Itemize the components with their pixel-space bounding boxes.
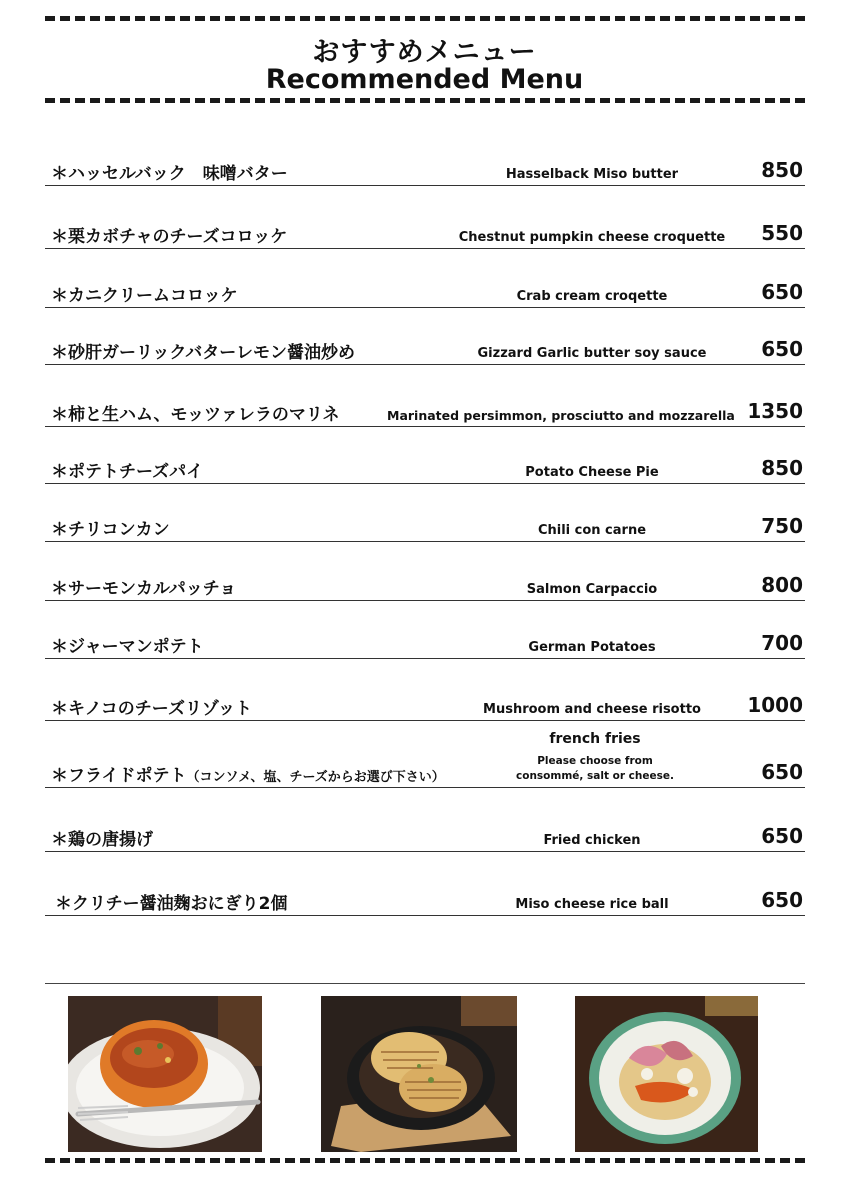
row-underline bbox=[45, 720, 805, 721]
top-dashed-rule-1 bbox=[45, 16, 805, 21]
item-name-jp-note: （コンソメ、塩、チーズからお選び下さい） bbox=[186, 770, 445, 785]
item-name-en: Chili con carne bbox=[537, 523, 647, 538]
item-name-en-french-fries: french fries bbox=[549, 731, 641, 747]
note-line-1: Please choose from bbox=[537, 755, 653, 767]
item-price: 650 bbox=[761, 280, 803, 304]
row-underline bbox=[45, 248, 805, 249]
menu-item-fried-chicken bbox=[45, 812, 805, 852]
row-underline bbox=[45, 185, 805, 186]
top-dashed-rule-2 bbox=[45, 98, 805, 103]
item-name-jp: ＊ハッセルバック 味噌バター bbox=[51, 164, 288, 184]
menu-item-potato-cheese-pie bbox=[45, 444, 805, 484]
menu-item-hasselback bbox=[45, 146, 805, 186]
row-underline bbox=[45, 426, 805, 427]
menu-item-german-potatoes bbox=[45, 619, 805, 659]
item-name-jp: ＊クリチー醤油麹おにぎり2個 bbox=[55, 894, 288, 914]
item-name-jp-main: ＊フライドポテト bbox=[51, 766, 187, 786]
item-price: 850 bbox=[761, 456, 803, 480]
item-name-jp: ＊サーモンカルパッチョ bbox=[51, 579, 237, 599]
item-name-jp: ＊栗カボチャのチーズコロッケ bbox=[51, 227, 288, 247]
bottom-dashed-rule bbox=[45, 1158, 805, 1163]
item-name-jp: ＊柿と生ハム、モッツァレラのマリネ bbox=[51, 405, 340, 425]
item-price: 850 bbox=[761, 158, 803, 182]
note-line-2: consommé, salt or cheese. bbox=[516, 770, 674, 782]
item-name-en: Miso cheese rice ball bbox=[515, 897, 669, 912]
item-name-jp: ＊鶏の唐揚げ bbox=[51, 830, 153, 850]
item-price: 650 bbox=[761, 888, 803, 912]
item-price: 700 bbox=[761, 631, 803, 655]
item-name-jp: ＊キノコのチーズリゾット bbox=[51, 699, 252, 719]
photo-pumpkin-dish bbox=[68, 996, 262, 1152]
item-name-jp: ＊砂肝ガーリックバターレモン醤油炒め bbox=[51, 343, 355, 363]
item-price: 800 bbox=[761, 573, 803, 597]
row-underline bbox=[45, 787, 805, 788]
item-name-en: Potato Cheese Pie bbox=[525, 465, 659, 480]
menu-item-rice-ball bbox=[45, 876, 805, 916]
item-name-jp bbox=[51, 761, 445, 786]
item-price: 750 bbox=[761, 514, 803, 538]
item-name-jp: ＊チリコンカン bbox=[51, 520, 170, 540]
item-name-en: Gizzard Garlic butter soy sauce bbox=[477, 346, 707, 361]
item-name-jp: ＊カニクリームコロッケ bbox=[51, 286, 238, 306]
menu-item-french-fries bbox=[45, 748, 805, 788]
item-name-en: Hasselback Miso butter bbox=[505, 167, 679, 182]
menu-item-mushroom-risotto bbox=[45, 681, 805, 721]
row-underline bbox=[45, 483, 805, 484]
item-price: 1350 bbox=[747, 399, 803, 423]
menu-item-chili-con-carne bbox=[45, 502, 805, 542]
menu-item-gizzard bbox=[45, 325, 805, 365]
item-name-en: German Potatoes bbox=[528, 640, 656, 655]
menu-item-persimmon-marinade bbox=[45, 387, 805, 427]
row-underline bbox=[45, 600, 805, 601]
row-underline bbox=[45, 307, 805, 308]
row-underline bbox=[45, 658, 805, 659]
item-price: 550 bbox=[761, 221, 803, 245]
photo-hasselback-potato bbox=[321, 996, 517, 1152]
item-name-jp: ＊ポテトチーズパイ bbox=[51, 462, 204, 482]
item-name-en: Mushroom and cheese risotto bbox=[483, 702, 701, 717]
photo-persimmon-marinade bbox=[575, 996, 758, 1152]
item-price: 650 bbox=[761, 824, 803, 848]
page-title-jp: おすすめメニュー bbox=[312, 37, 537, 68]
item-name-en: Crab cream croqette bbox=[516, 289, 668, 304]
item-price: 650 bbox=[761, 337, 803, 361]
item-name-en: Marinated persimmon, prosciutto and mozzarella bbox=[387, 408, 735, 423]
item-price: 650 bbox=[761, 760, 803, 784]
row-underline bbox=[45, 364, 805, 365]
item-name-jp: ＊ジャーマンポテト bbox=[51, 637, 204, 657]
photo-separator-line bbox=[45, 983, 805, 984]
page-title-en: Recommended Menu bbox=[265, 64, 584, 95]
item-name-en: Fried chicken bbox=[543, 833, 641, 848]
row-underline bbox=[45, 851, 805, 852]
row-underline bbox=[45, 541, 805, 542]
menu-item-salmon-carpaccio bbox=[45, 561, 805, 601]
menu-item-crab-croquette bbox=[45, 268, 805, 308]
item-name-en: Chestnut pumpkin cheese croquette bbox=[458, 230, 726, 245]
item-name-en: Salmon Carpaccio bbox=[526, 582, 658, 597]
row-underline bbox=[45, 915, 805, 916]
menu-item-pumpkin-croquette bbox=[45, 209, 805, 249]
item-price: 1000 bbox=[747, 693, 803, 717]
